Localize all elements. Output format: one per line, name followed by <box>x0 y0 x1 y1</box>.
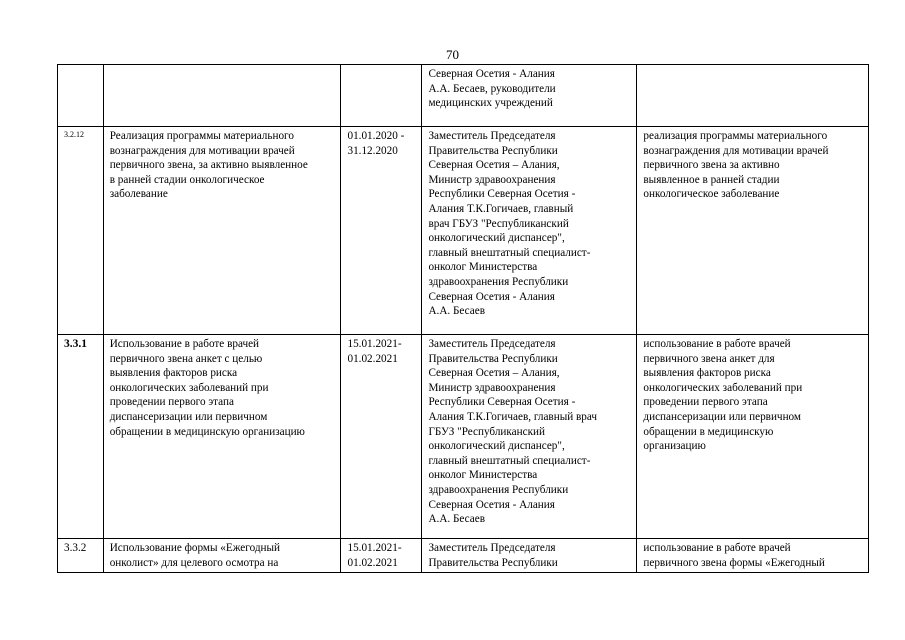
table-row <box>58 335 869 539</box>
table-row <box>58 539 869 573</box>
dates-cell: 15.01.2021- 01.02.2021 <box>341 539 422 573</box>
action-cell: Использование в работе врачей первичного звена анкет с целью выявления факторов риска онкологических заболеваний при проведении первого этапа диспансеризации или первичном обращении в медицинскую организацию <box>103 335 341 539</box>
responsible-cell: Заместитель Председателя Правительства Республики Северная Осетия – Алания, Министр здравоохранения Республики Северная Осетия - Алания Т.К.Гогичаев, главный врач ГБУЗ "Республиканский онкологический диспансер", главный внештатный специалист- онколог Министерства здравоохранения Республики Северная Осетия - Алания А.А. Бесаев <box>422 335 637 539</box>
page-number: 70 <box>446 47 459 62</box>
responsible-cell: Заместитель Председателя Правительства Республики Северная Осетия – Алания, Министр здравоохранения Республики Северная Осетия - Алания Т.К.Гогичаев, главный врач ГБУЗ "Республиканский онкологический диспансер", главный внештатный специалист- онколог Министерства здравоохранения Республики Северная Осетия - Алания А.А. Бесаев <box>422 127 637 335</box>
item-number-cell: 3.3.2 <box>58 539 104 573</box>
item-number-cell <box>58 65 104 127</box>
result-cell <box>637 65 869 127</box>
result-cell: использование в работе врачей первичного звена формы «Ежегодный <box>637 539 869 573</box>
item-number-cell: 3.3.1 <box>58 335 104 539</box>
result-cell: использование в работе врачей первичного звена анкет для выявления факторов риска онкологических заболеваний при проведении первого этапа диспансеризации или первичном обращении в медицинскую организацию <box>637 335 869 539</box>
action-cell: Использование формы «Ежегодный онколист» для целевого осмотра на <box>103 539 341 573</box>
action-cell: Реализация программы материального вознаграждения для мотивации врачей первичного звена, за активно выявленное в ранней стадии онкологическое заболевание <box>103 127 341 335</box>
measures-table <box>57 64 869 573</box>
responsible-cell: Северная Осетия - Алания А.А. Бесаев, руководители медицинских учреждений <box>422 65 637 127</box>
responsible-cell: Заместитель Председателя Правительства Республики <box>422 539 637 573</box>
action-cell <box>103 65 341 127</box>
item-number-cell: 3.2.12 <box>58 127 104 335</box>
table-row <box>58 65 869 127</box>
dates-cell <box>341 65 422 127</box>
result-cell: реализация программы материального вознаграждения для мотивации врачей первичного звена за активно выявленное в ранней стадии онкологическое заболевание <box>637 127 869 335</box>
table-row <box>58 127 869 335</box>
dates-cell: 01.01.2020 - 31.12.2020 <box>341 127 422 335</box>
dates-cell: 15.01.2021- 01.02.2021 <box>341 335 422 539</box>
